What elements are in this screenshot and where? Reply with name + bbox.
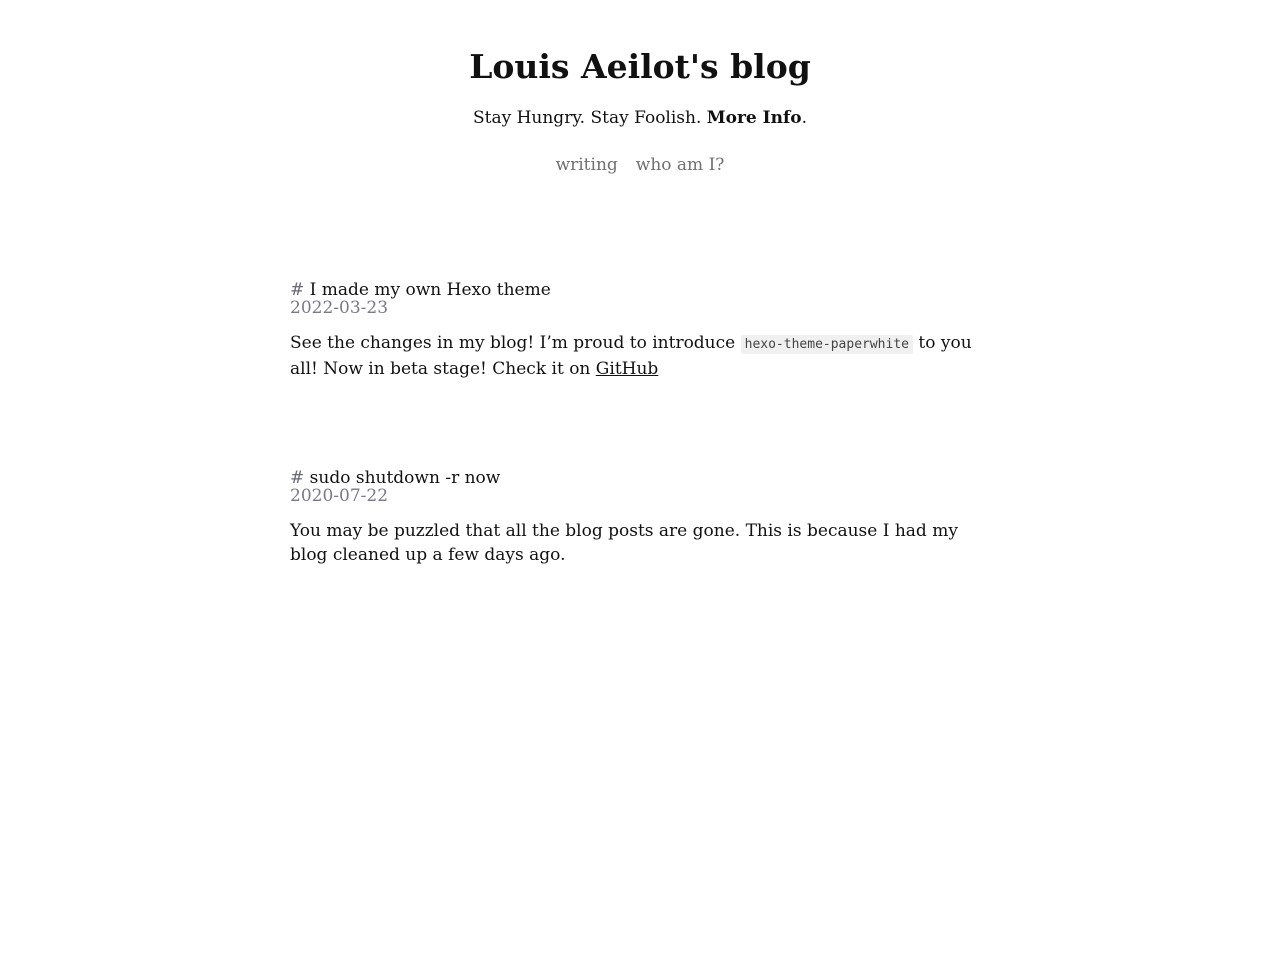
post-title[interactable]	[290, 468, 990, 488]
post-excerpt	[290, 331, 990, 381]
tagline-period: .	[801, 108, 808, 128]
post-excerpt-text: See the changes in my blog! I’m proud to introduce	[290, 333, 741, 353]
github-link[interactable]: GitHub	[595, 359, 659, 379]
main-nav	[0, 154, 1280, 176]
post-excerpt: You may be puzzled that all the blog posts are gone. This is because I had my blog cleaned up a few days ago.	[290, 521, 958, 565]
post-title-text[interactable]: I made my own Hexo theme	[309, 280, 551, 300]
post-anchor-hash[interactable]: #	[290, 280, 305, 300]
inline-code: hexo-theme-paperwhite	[741, 335, 913, 354]
post-title[interactable]	[290, 280, 990, 300]
post-date: 2020-07-22	[290, 486, 389, 506]
post-date: 2022-03-23	[290, 298, 389, 318]
post-excerpt-text: to you all! Now in beta stage! Check it on	[290, 333, 972, 379]
post-item	[290, 468, 990, 567]
post-item	[290, 280, 990, 381]
more-info-link[interactable]: More Info	[706, 108, 802, 128]
post-anchor-hash[interactable]: #	[290, 468, 305, 488]
nav-link-writing[interactable]: writing	[555, 155, 618, 175]
post-title-text[interactable]: sudo shutdown -r now	[309, 468, 501, 488]
site-title[interactable]: Louis Aeilot's blog	[469, 47, 811, 86]
site-tagline	[0, 107, 1280, 129]
tagline-text: Stay Hungry. Stay Foolish.	[472, 108, 707, 128]
nav-link-who-am-i[interactable]: who am I?	[635, 155, 725, 175]
